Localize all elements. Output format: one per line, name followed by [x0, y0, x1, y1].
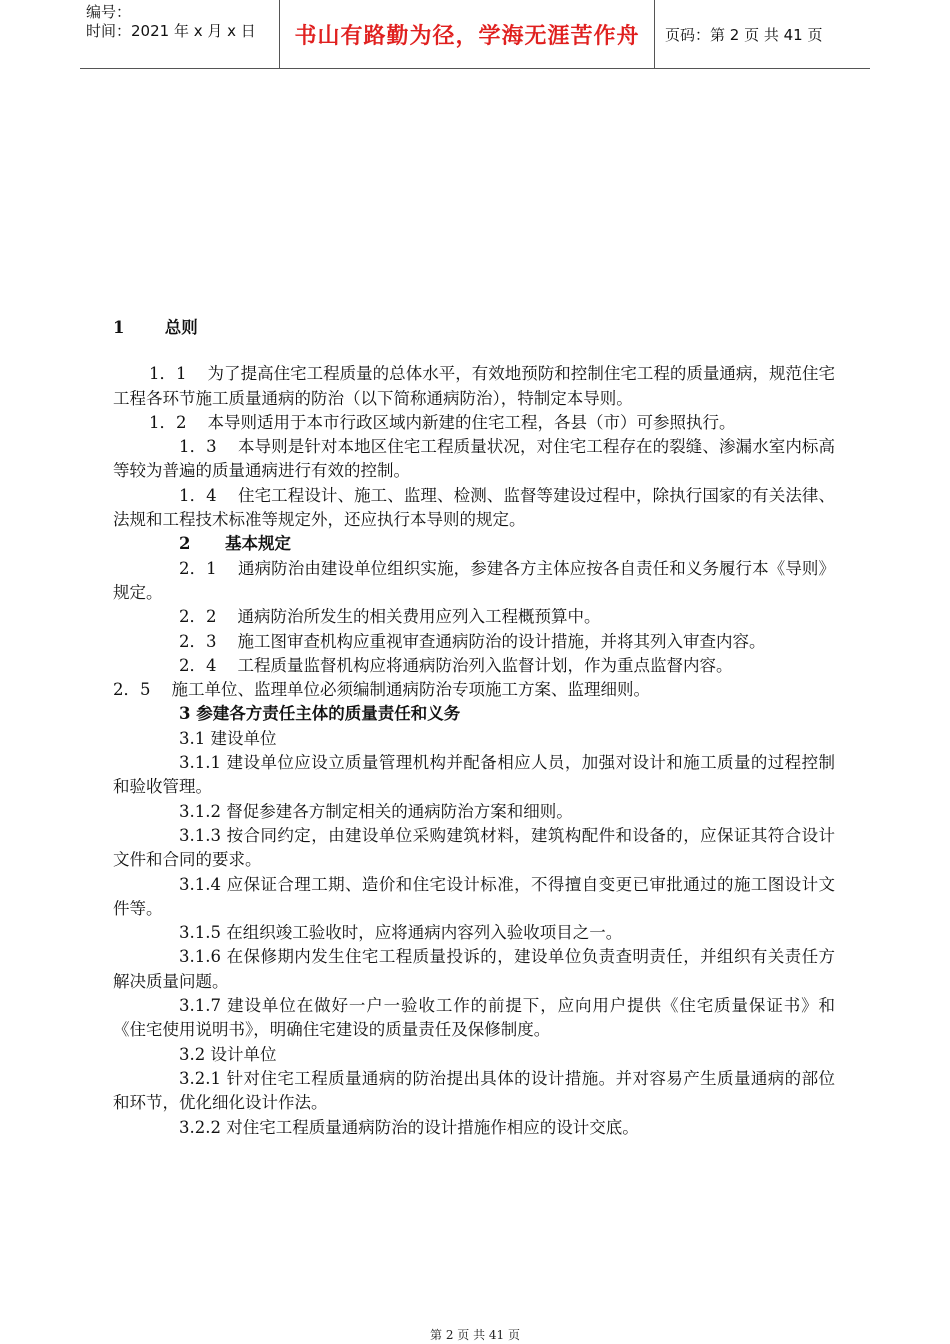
paragraph-3-1-5: 3.1.5 在组织竣工验收时，应将通病内容列入验收项目之一。	[179, 923, 623, 943]
paragraph-3-1-2: 3.1.2 督促参建各方制定相关的通病防治方案和细则。	[179, 801, 573, 821]
subsection-3-1: 3.1 建设单位	[179, 728, 277, 748]
document-body	[113, 316, 835, 1140]
page-header	[80, 0, 870, 69]
paragraph-3-2-2: 3.2.2 对住宅工程质量通病防治的设计措施作相应的设计交底。	[179, 1117, 639, 1137]
header-meta	[80, 0, 280, 68]
paragraph-1-1: 1．1 为了提高住宅工程质量的总体水平，有效地预防和控制住宅工程的质量通病，规范住宅工程各环节施工质量通病的防治（以下简称通病防治），特制定本导则。	[113, 364, 835, 408]
paragraph-2-2: 2．2 通病防治所发生的相关费用应列入工程概预算中。	[179, 607, 601, 627]
paragraph-3-2-1: 3.2.1 针对住宅工程质量通病的防治提出具体的设计措施。并对容易产生质量通病的部位和环节，优化细化设计作法。	[113, 1068, 835, 1113]
paragraph-1-3: 1．3 本导则是针对本地区住宅工程质量状况，对住宅工程存在的裂缝、渗漏水室内标高等较为普遍的质量通病进行有效的控制。	[113, 437, 835, 481]
time-label: 时间：2021 年 x 月 x 日	[86, 22, 256, 40]
paragraph-3-1-4: 3.1.4 应保证合理工期、造价和住宅设计标准，不得擅自变更已审批通过的施工图设计文件等。	[113, 874, 835, 918]
paragraph-3-1-1: 3.1.1 建设单位应设立质量管理机构并配备相应人员，加强对设计和施工质量的过程控制和验收管理。	[113, 753, 835, 797]
subsection-3-2: 3.2 设计单位	[179, 1044, 277, 1064]
page-footer: 第 2 页 共 41 页	[430, 1328, 520, 1342]
paragraph-3-1-6: 3.1.6 在保修期内发生住宅工程质量投诉的，建设单位负责查明责任，并组织有关责任方解决质量问题。	[113, 947, 835, 991]
paragraph-1-4: 1．4 住宅工程设计、施工、监理、检测、监督等建设过程中，除执行国家的有关法律、法规和工程技术标准等规定外，还应执行本导则的规定。	[113, 485, 835, 530]
paragraph-2-4: 2．4 工程质量监督机构应将通病防治列入监督计划，作为重点监督内容。	[179, 655, 733, 675]
paragraph-3-1-7: 3.1.7 建设单位在做好一户一验收工作的前提下，应向用户提供《住宅质量保证书》和《住宅使用说明书》，明确住宅建设的质量责任及保修制度。	[113, 996, 835, 1040]
paragraph-3-1-3: 3.1.3 按合同约定，由建设单位采购建筑材料，建筑构配件和设备的，应保证其符合设计文件和合同的要求。	[113, 825, 835, 870]
paragraph-1-2: 1．2 本导则适用于本市行政区域内新建的住宅工程，各县（市）可参照执行。	[149, 412, 736, 432]
serial-label: 编号：	[86, 3, 132, 21]
section-3-title: 3 参建各方责任主体的质量责任和义务	[179, 704, 461, 724]
paragraph-2-5: 2．5 施工单位、监理单位必须编制通病防治专项施工方案、监理细则。	[113, 680, 650, 700]
section-1-title: 1 总则	[113, 318, 198, 337]
section-2-title: 2 基本规定	[179, 534, 291, 554]
header-motto: 书山有路勤为径，学海无涯苦作舟	[280, 0, 655, 68]
paragraph-2-1: 2．1 通病防治由建设单位组织实施，参建各方主体应按各自责任和义务履行本《导则》规定。	[113, 558, 835, 602]
paragraph-2-3: 2．3 施工图审查机构应重视审查通病防治的设计措施，并将其列入审查内容。	[179, 631, 766, 651]
header-page-info: 页码：第 2 页 共 41 页	[665, 25, 823, 44]
